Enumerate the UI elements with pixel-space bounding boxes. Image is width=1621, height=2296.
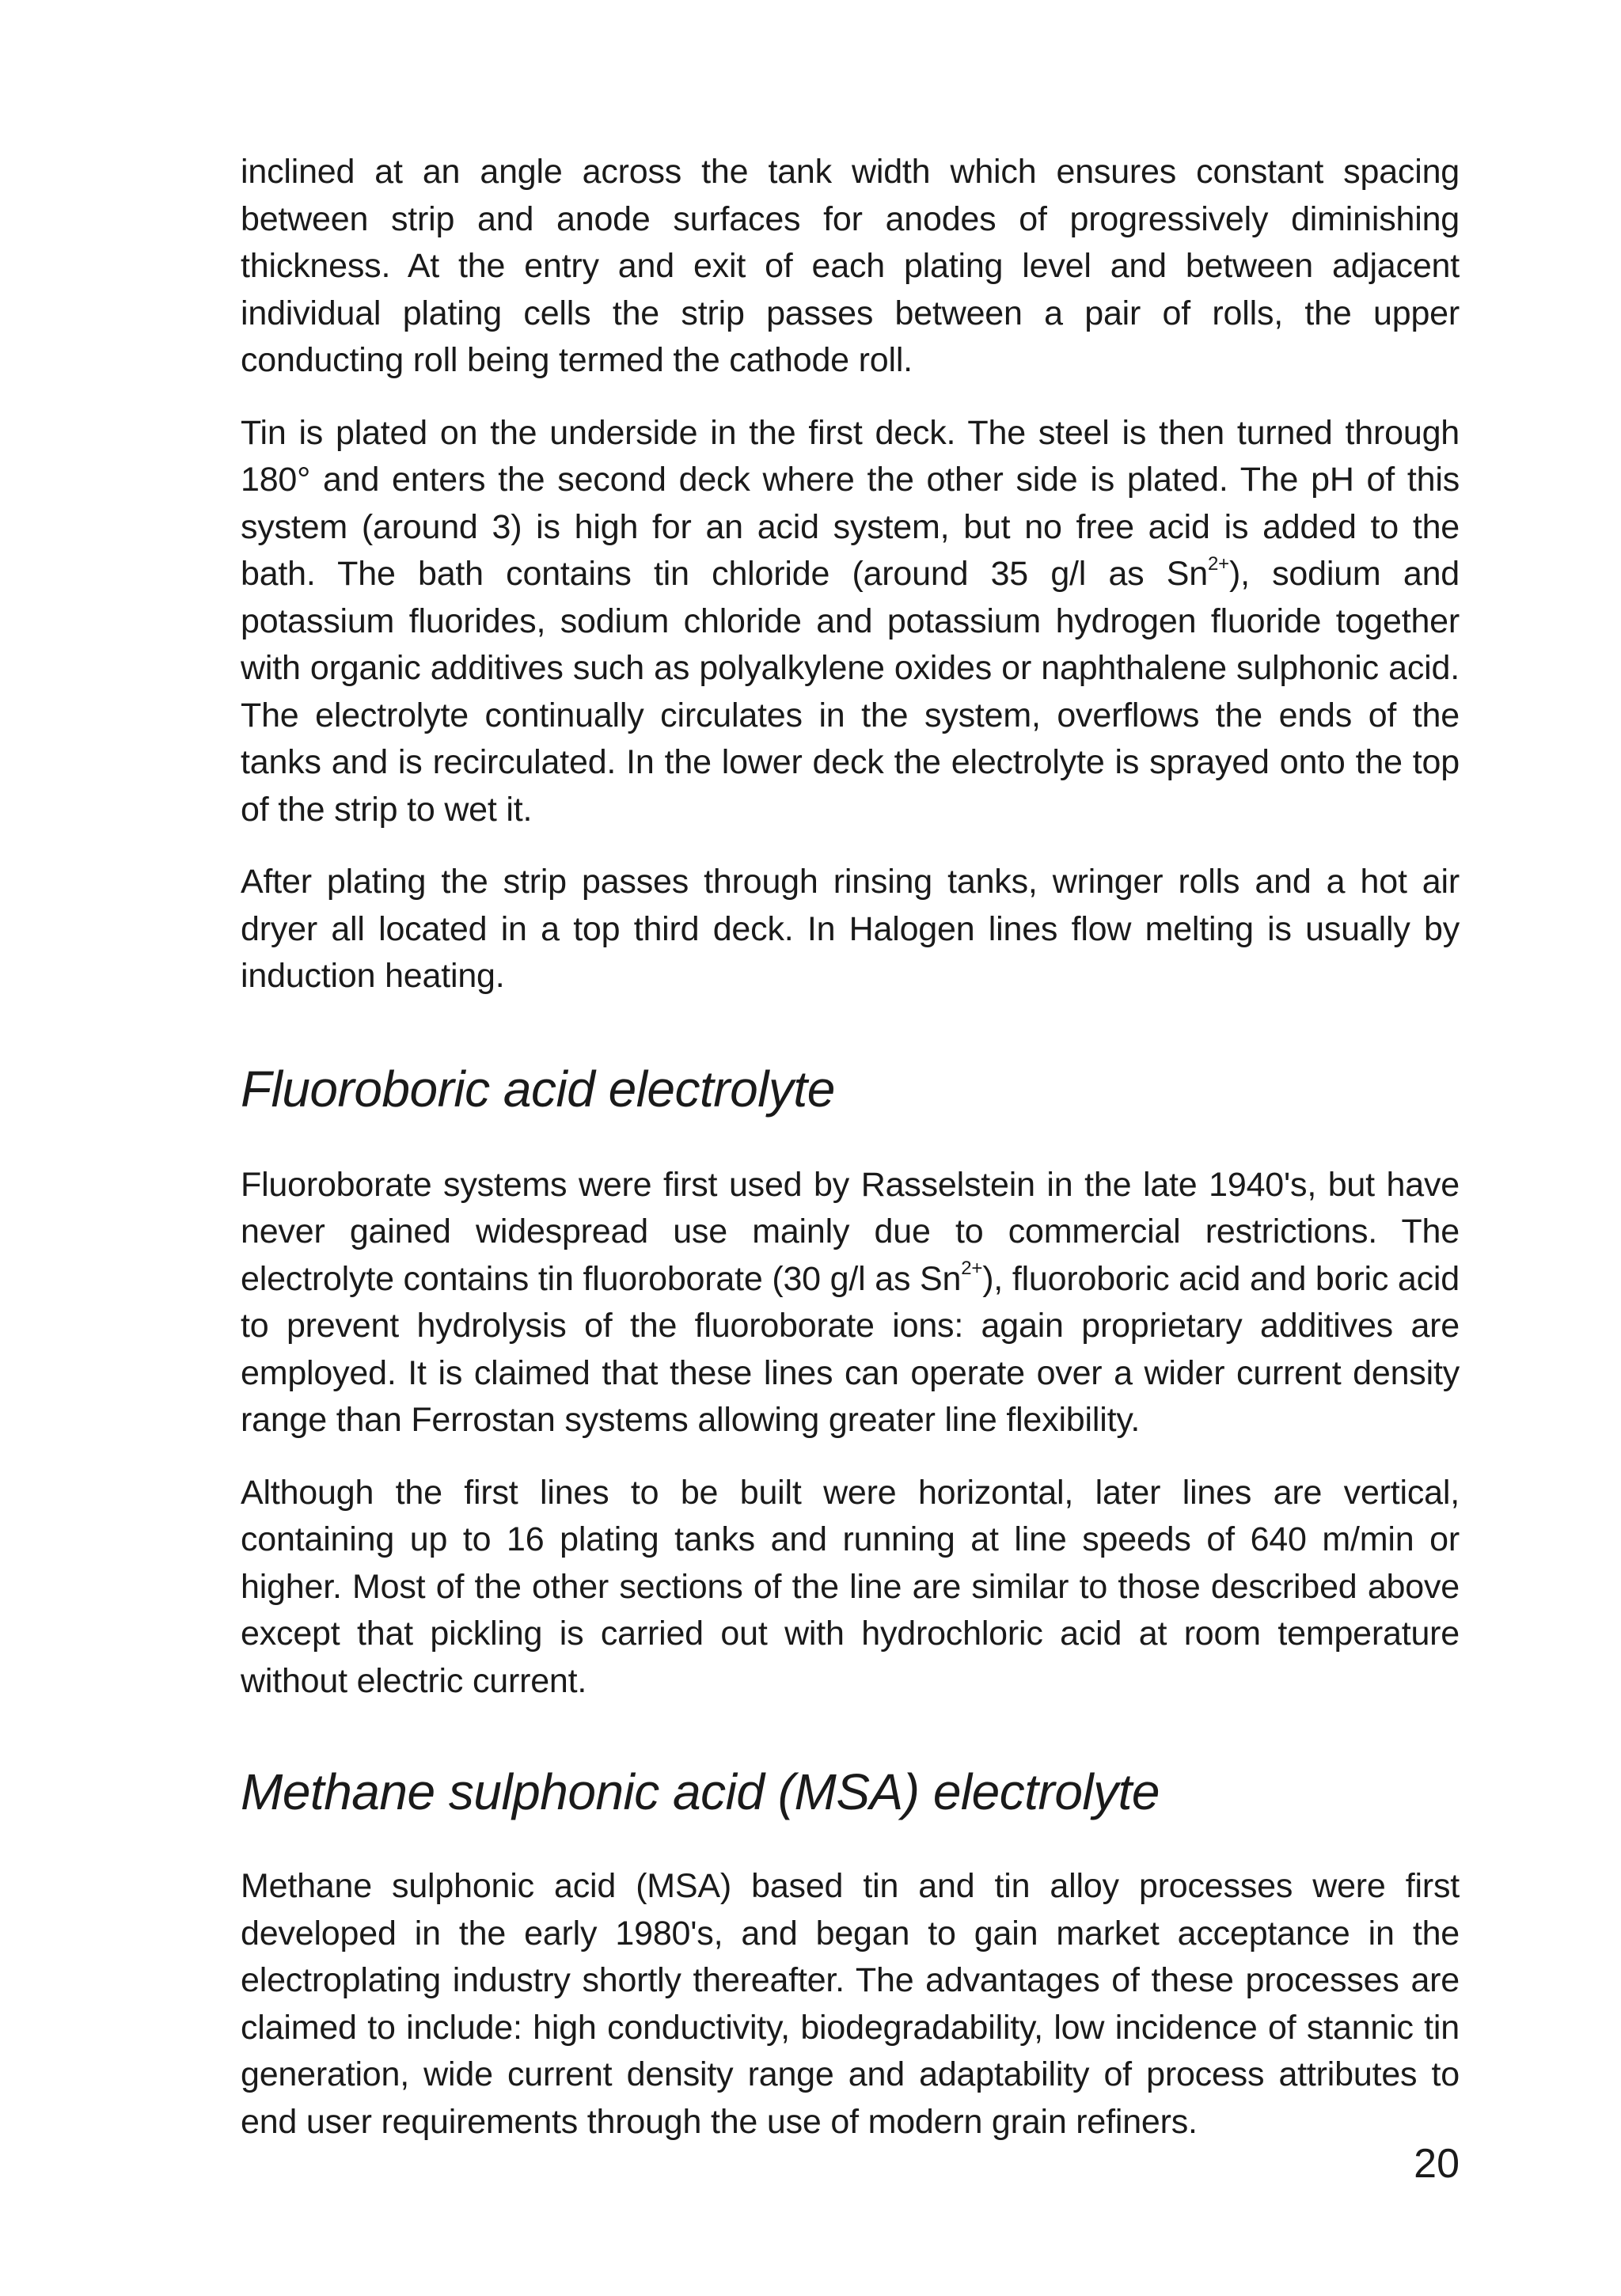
paragraph-fluoroborate-systems — [241, 1162, 1460, 1444]
page-body — [241, 149, 1460, 2146]
paragraph-text: Fluoroborate systems were first used by Rasselstein in the late 1940's, but have never gained widespread use mainly due to commercial restrictions. The electrolyte contains tin fluoroborate (30 g/l as Sn — [241, 1165, 1460, 1298]
section-heading-msa: Methane sulphonic acid (MSA) electrolyte — [241, 1763, 1160, 1820]
paragraph-msa-processes: Methane sulphonic acid (MSA) based tin and tin alloy processes were first developed in the early 1980's, and began to gain market acceptance in the electroplating industry shortly thereafter. The advantages of these processes are claimed to include: high conductivity, biodegradability, low incidence of stannic tin generation, wide current density range and adaptability of process attributes to end user requirements through the use of modern grain refiners. — [241, 1867, 1460, 2141]
paragraph-text: ), fluoroboric acid and boric acid to prevent hydrolysis of the fluoroborate ions: again proprietary additives are employed. It is claimed that these lines can operate over a wider current density range than Ferrostan systems allowing greater line flexibility. — [241, 1259, 1460, 1439]
paragraph-text: Tin is plated on the underside in the first deck. The steel is then turned through 180° and enters the second deck where the other side is plated. The pH of this system (around 3) is high for an acid system, but no free acid is added to the bath. The bath contains tin chloride (around 35 g/l as Sn — [241, 413, 1460, 593]
superscript-charge: 2+ — [961, 1258, 983, 1280]
superscript-charge: 2+ — [1207, 552, 1229, 575]
paragraph-rinsing-drying: After plating the strip passes through rinsing tanks, wringer rolls and a hot air dryer all located in a top third deck. In Halogen lines flow melting is usually by induction heating. — [241, 863, 1460, 995]
paragraph-tin-plating-decks — [241, 410, 1460, 834]
page-number: 20 — [1414, 2141, 1460, 2187]
paragraph-vertical-lines: Although the first lines to be built were horizontal, later lines are vertical, containing up to 16 plating tanks and running at line speeds of 640 m/min or higher. Most of the other sections of the line are similar to those described above except that pickling is carried out with hydrochloric acid at room temperature without electric current. — [241, 1473, 1460, 1700]
section-heading-fluoroboric: Fluoroboric acid electrolyte — [241, 1060, 835, 1118]
paragraph-text: ), sodium and potassium fluorides, sodium chloride and potassium hydrogen fluoride together with organic additives such as polyalkylene oxides or naphthalene sulphonic acid. The electrolyte continually circulates in the system, overflows the ends of the tanks and is recirculated. In the lower deck the electrolyte is sprayed onto the top of the strip to wet it. — [241, 555, 1460, 829]
paragraph-anode-spacing: inclined at an angle across the tank width which ensures constant spacing between strip and anode surfaces for anodes of progressively diminishing thickness. At the entry and exit of each plating level and between adjacent individual plating cells the strip passes between a pair of rolls, the upper conducting roll being termed the cathode roll. — [241, 153, 1460, 379]
